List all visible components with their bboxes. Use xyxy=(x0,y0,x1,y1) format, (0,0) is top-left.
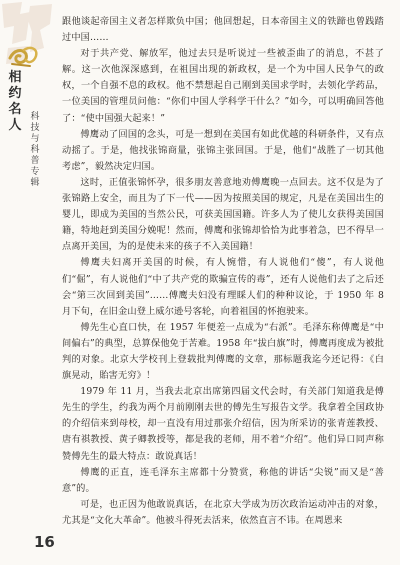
paragraph: 傅鹰动了回国的念头，可是一想到在美国有如此优越的科研条件，又有点动摇了。于是，他找张锦商量，张锦主张回国。于是，他们“战胜了一切其他考虑”，毅然决定归国。 xyxy=(62,128,384,172)
series-title: 相约名人 xyxy=(8,70,22,133)
paragraph: 傅先生心直口快，在 1957 年便差一点成为“右派”。毛泽东称傅鹰是“中间偏右”的典型，总算保他免于苦难。1958 年“拔白旗”时，傅鹰再度成为被批判的对象。北京大学校刊上登载批判傅鹰的文章，那标题我迄今还记得：《白旗晃动，貽害无穷》！ xyxy=(62,321,384,382)
paragraph: 对于共产党、解放军，他过去只是听说过一些被歪曲了的消息，不甚了解。这一次他深深感到，在祖国出现的新政权，是一个为中国人民争气的政权，一个自强不息的政权。他不禁想起自己刚到美国求学时，去领化学药品，一位美国的管理员问他：“你们中国人学科学干什么？”如今，可以明确回答他了：“使中国强大起来！” xyxy=(62,48,384,124)
sidebar xyxy=(0,0,58,565)
paragraph: 可是，也正因为他敢说真话，在北京大学成为历次政治运动冲击的对象，尤其是“文化大革命”。他被斗得死去活来，依然直言不讳。在周恩来 xyxy=(62,498,384,526)
paragraph: 傅鹰的正直，连毛泽东主席都十分赞赏，称他的讲话“尖锐”而又是“善意”的。 xyxy=(62,466,384,494)
series-subtitle: 科技与科普专辑 xyxy=(30,112,40,188)
paragraph: 跟他谈起帝国主义者怎样欺负中国；他回想起，日本帝国主义的铁蹄也曾践踏过中国…… xyxy=(62,16,384,44)
paragraph: 1979 年 11 月，当我去北京出席第四届文代会时，有关部门知道我是傅先生的学生，约我为两个月前刚刚去世的傅先生写报告文学。我拿着全国政协的介绍信来到母校，却一直没有用过那张介绍信，因为所采访的张青莲教授、唐有祺教授、黄子卿教授等，都是我的老师，用不着“介绍”。他们异口同声称赞傅先生的最大特点：敢说真话！ xyxy=(62,386,384,462)
page-number: 16 xyxy=(34,533,55,551)
paragraph: 傅鹰夫妇离开美国的时候，有人惋惜，有人说他们“傻”，有人说他们“倔”，有人说他们“中了共产党的欺骗宣传的毒”，还有人说他们去了之后还会“第三次回到美国”……傅鹰夫妇没有理睬人们的种种议论，于 1950 年 8 月下旬，在旧金山登上威尔逊号客轮，向着祖国的怀抱驶来。 xyxy=(62,257,384,317)
body-text xyxy=(62,14,384,529)
paragraph: 这时，正值张锦怀孕，很多朋友善意地劝傅鹰晚一点回去。这不仅是为了张锦路上安全，而且为了下一代——因为按照美国的规定，凡是在美国出生的婴儿，即成为美国的当然公民，可获美国国籍。许多人为了使儿女获得美国国籍，特地赶到美国分娩呢！然而，傅鹰和张锦却恰恰为此事着急，巴不得早一点离开美国，为的是使未来的孩子不入美国籍！ xyxy=(62,176,384,253)
